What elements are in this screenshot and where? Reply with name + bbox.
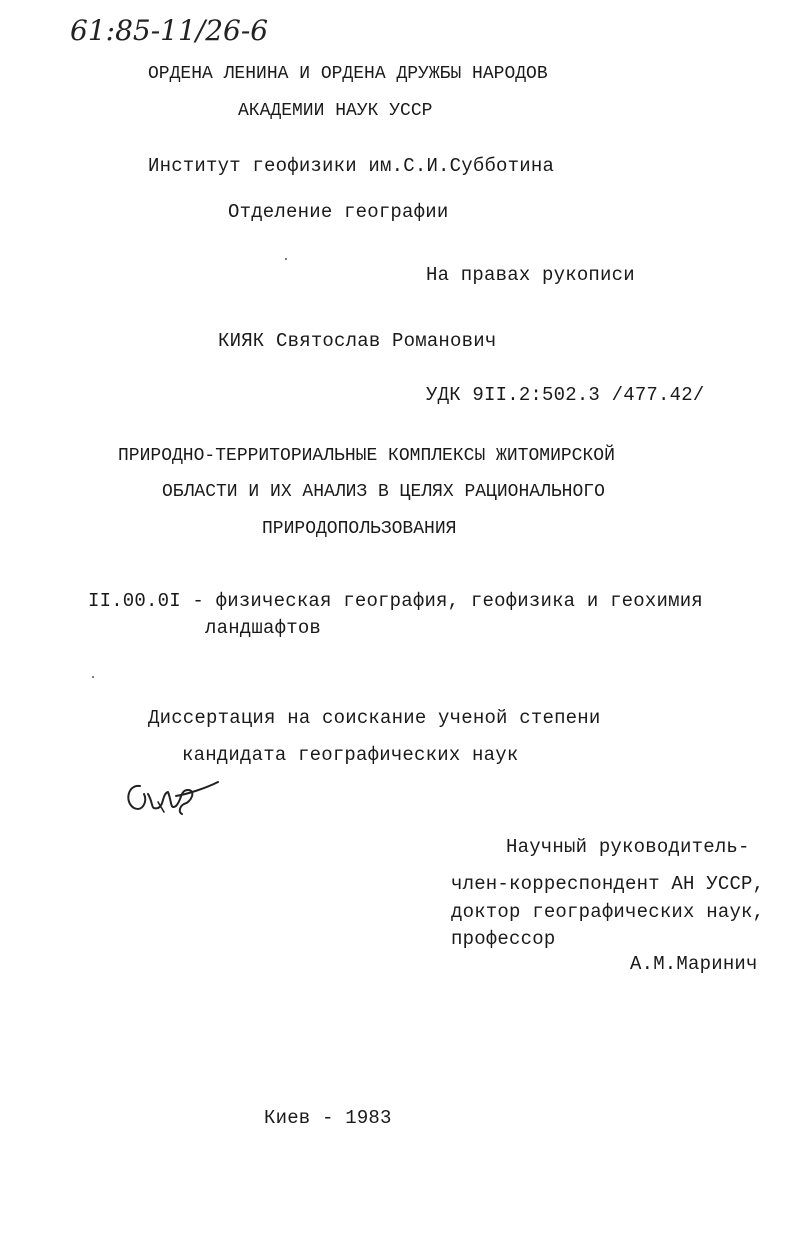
archive-handwritten-note: 61:85-11/26-6 [70, 14, 269, 47]
title-line-1: ПРИРОДНО-ТЕРРИТОРИАЛЬНЫЕ КОМПЛЕКСЫ ЖИТОМИРСКОЙ [118, 446, 615, 466]
dissertation-line-2: кандидата географических наук [182, 744, 519, 766]
paper-speck [92, 676, 94, 678]
supervisor-line-3: доктор географических наук, [451, 901, 765, 923]
header-institute: Институт геофизики им.С.И.Субботина [148, 155, 555, 177]
supervisor-line-2: член-корреспондент АН УССР, [451, 873, 765, 895]
supervisor-line-1: Научный руководитель- [506, 836, 750, 858]
header-academy: АКАДЕМИИ НАУК УССР [238, 101, 433, 121]
manuscript-rights: На правах рукописи [426, 264, 635, 286]
header-orders: ОРДЕНА ЛЕНИНА И ОРДЕНА ДРУЖБЫ НАРОДОВ [148, 64, 548, 84]
header-department: Отделение географии [228, 201, 449, 223]
handwritten-signature [118, 772, 228, 822]
paper-speck [285, 258, 287, 260]
place-year: Киев - 1983 [264, 1107, 392, 1129]
udc-code: УДК 9II.2:502.3 /477.42/ [426, 384, 705, 406]
title-line-2: ОБЛАСТИ И ИХ АНАЛИЗ В ЦЕЛЯХ РАЦИОНАЛЬНОГО [162, 482, 605, 502]
supervisor-line-4: профессор [451, 928, 556, 950]
specialty-line-2: ландшафтов [205, 617, 322, 639]
specialty-line-1: II.00.0I - физическая география, геофизика и геохимия [88, 590, 703, 612]
supervisor-name: А.М.Маринич [630, 953, 758, 975]
title-line-3: ПРИРОДОПОЛЬЗОВАНИЯ [262, 519, 457, 539]
author-name: КИЯК Святослав Романович [218, 330, 497, 352]
dissertation-line-1: Диссертация на соискание ученой степени [148, 707, 601, 729]
